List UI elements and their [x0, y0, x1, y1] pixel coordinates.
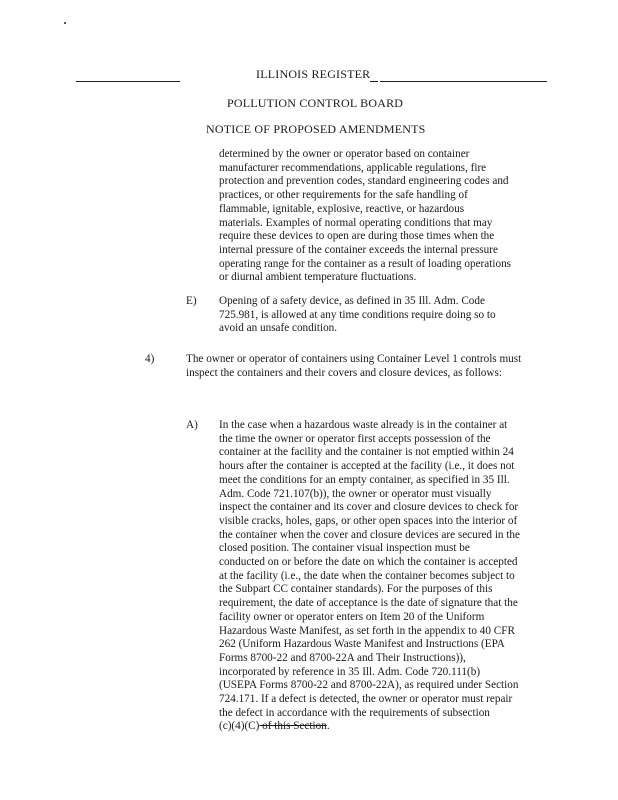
text-line: the Subpart CC container standards). For the purposes of this: [219, 583, 493, 596]
scan-speck: [64, 22, 66, 24]
text-line: practices, or other requirements for the safe handling of: [219, 189, 468, 202]
text-line: In the case when a hazardous waste already is in the container at: [219, 419, 508, 431]
text-line: conducted on or before the date on which the container is accepted: [219, 556, 518, 569]
item-e-paragraph: [219, 295, 496, 336]
text-line: avoid an unsafe condition.: [219, 322, 338, 335]
text-line: hours after the container is accepted at the facility (i.e., it does not: [219, 460, 515, 473]
text-line: materials. Examples of normal operating conditions that may: [219, 216, 493, 229]
board-title: POLLUTION CONTROL BOARD: [227, 96, 404, 110]
text-line: requirement, the date of acceptance is the date of signature that the: [219, 597, 518, 610]
text-line: inspect the containers and their covers and closure devices, as follows:: [186, 366, 502, 379]
text-line: the time the owner or operator first accepts possession of the: [219, 432, 491, 445]
subsection-reference: (c)(4)(C): [219, 720, 260, 733]
sentence-end: .: [326, 720, 330, 733]
text-line: or diurnal ambient temperature fluctuations.: [219, 271, 417, 284]
text-line: 725.981, is allowed at any time conditions require doing so to: [219, 308, 496, 321]
header-rule-right: [380, 81, 547, 82]
text-line: protection and prevention codes, standard engineering codes and: [219, 175, 509, 188]
text-line: incorporated by reference in 35 Ill. Adm. Code 720.111(b): [219, 665, 481, 678]
header-rule-tick: [370, 81, 378, 82]
header-rule-left: [76, 81, 180, 82]
item-4-label: 4): [145, 353, 155, 365]
text-line: Hazardous Waste Manifest, as set forth in the appendix to 40 CFR: [219, 624, 515, 637]
text-line: 262 (Uniform Hazardous Waste Manifest and Instructions (EPA: [219, 638, 505, 651]
text-line: the container when the cover and closure devices are secured in the: [219, 528, 520, 541]
item-4-paragraph: [186, 353, 521, 380]
text-line: inspect the container and its cover and closure devices to check for: [219, 501, 519, 514]
text-line: closed position. The container visual inspection must be: [219, 542, 470, 555]
continuation-paragraph: [219, 148, 511, 285]
struck-text: of this Section: [259, 720, 327, 733]
notice-title: NOTICE OF PROPOSED AMENDMENTS: [206, 122, 426, 136]
text-line-final: [219, 720, 520, 734]
text-line: The owner or operator of containers using Container Level 1 controls must: [186, 353, 522, 365]
text-line: require these devices to open are during those times when the: [219, 230, 495, 243]
text-line: Opening of a safety device, as defined in 35 Ill. Adm. Code: [219, 295, 485, 307]
text-line: determined by the owner or operator based on container: [219, 148, 470, 160]
item-a-paragraph: [219, 419, 520, 734]
item-a-label: A): [186, 419, 198, 431]
text-line: manufacturer recommendations, applicable regulations, fire: [219, 161, 487, 174]
text-line: meet the conditions for an empty container, as specified in 35 Ill.: [219, 473, 510, 486]
text-line: internal pressure of the container exceeds the internal pressure: [219, 243, 498, 256]
text-line: (USEPA Forms 8700-22 and 8700-22A), as required under Section: [219, 679, 519, 692]
text-line: container at the facility and the container is not emptied within 24: [219, 446, 514, 459]
text-line: 724.171. If a defect is detected, the owner or operator must repair: [219, 693, 513, 706]
text-line: operating range for the container as a result of loading operations: [219, 257, 512, 270]
text-line: Forms 8700-22 and 8700-22A and Their Instructions)),: [219, 651, 466, 664]
text-line: the defect in accordance with the requirements of subsection: [219, 706, 490, 719]
text-line: flammable, ignitable, explosive, reactive, or hazardous: [219, 202, 465, 215]
register-title: ILLINOIS REGISTER: [256, 67, 371, 81]
text-line: at the facility (i.e., the date when the container becomes subject to: [219, 569, 515, 582]
text-line: visible cracks, holes, gaps, or other open spaces into the interior of: [219, 514, 518, 527]
text-line: facility owner or operator enters on Item 20 of the Uniform: [219, 610, 485, 623]
text-line: Adm. Code 721.107(b)), the owner or operator must visually: [219, 487, 492, 500]
item-e-label: E): [186, 295, 197, 307]
